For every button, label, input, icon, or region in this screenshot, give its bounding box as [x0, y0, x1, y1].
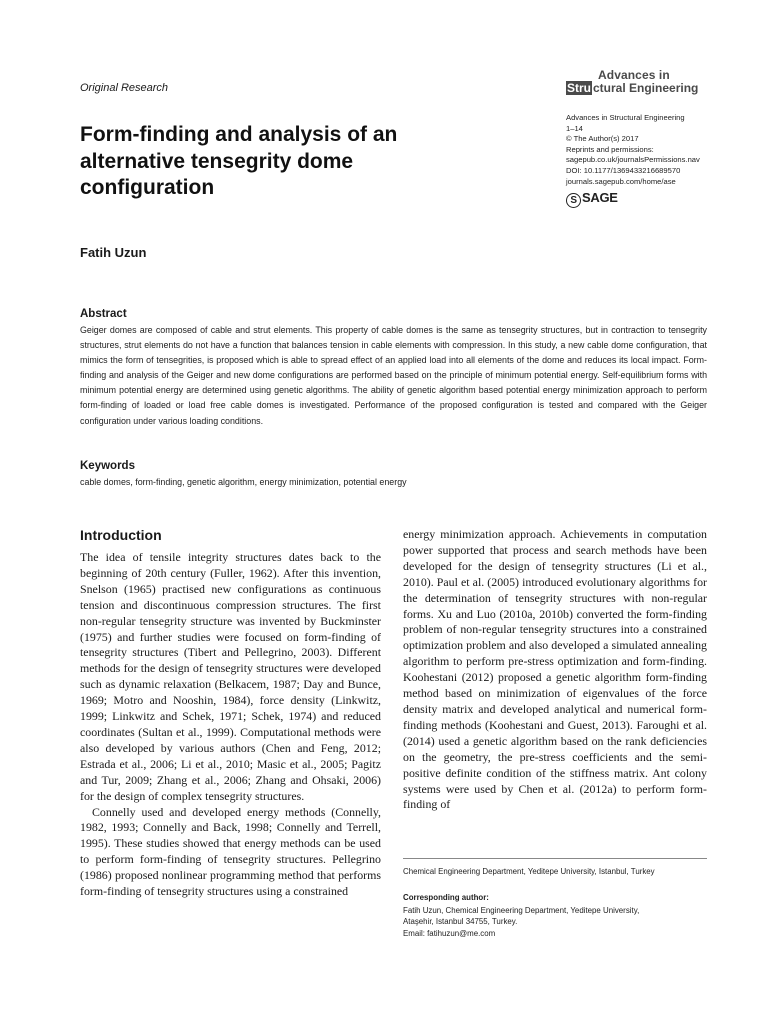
corresponding-author-line1: Fatih Uzun, Chemical Engineering Department, Yeditepe University, — [403, 906, 640, 915]
sage-s-icon: S — [566, 193, 581, 208]
author-name: Fatih Uzun — [80, 245, 147, 260]
intro-paragraph-1: The idea of tensile integrity structures dates back to the beginning of 20th century (Fuller, 1962). After this invention, Snelson (1965) practised new configurations as continuous tension and discontinuous compression structures. The first non-regular tensegrity structure was invented by Buckminster (1975) and further studies were focused on form-finding of tensegrity structures (Tibert and Pellegrino, 2003). Different methods for the design of tensegrity structures were developed such as dynamic relaxation (Belkacem, 1987; Day and Bunce, 1969; Motro and Nooshin, 1984), force density (Linkwitz, 1999; Linkwitz and Schek, 1971; Schek, 1974) and reduced coordinates (Sultan et al., 1999). Computational methods were also developed by various authors (Chen and Feng, 2012; Estrada et al., 2006; Li et al., 2010; Masic et al., 2005; Pagitz and Tur, 2009; Zhang et al., 2006; Zhang and Ohsaki, 2006) for the design of complex tensegrity structures. — [80, 550, 381, 803]
body-column-left — [80, 550, 381, 900]
keywords-heading: Keywords — [80, 460, 135, 472]
doi[interactable]: DOI: 10.1177/1369433216689570 — [566, 165, 681, 175]
journal-logo-line2-rest: ctural Engineering — [593, 81, 699, 95]
footnote-divider — [403, 858, 707, 859]
copyright: © The Author(s) 2017 — [566, 134, 639, 144]
reprints-label: Reprints and permissions: — [566, 144, 654, 154]
author-affiliation: Chemical Engineering Department, Yeditepe University, Istanbul, Turkey — [403, 867, 655, 876]
intro-paragraph-continued: energy minimization approach. Achievements in computation power supported that process and search methods have been developed for the design of tensegrity structures (Li et al., 2010). Paul et al. (2005) introduced evolutionary algorithms for the determination of tensegrity structures with non-regular forms. Xu and Luo (2010a, 2010b) converted the form-finding problem of non-regular tensegrity structures into a constrained optimization problem and also developed a simulated annealing algorithm to perform pre-stress optimization and form-finding. Koohestani (2012) proposed a genetic algorithm form-finding method based on minimization of eigenvalues of the force density matrix and developed analytical and numerical form-finding methods (Koohestani and Guest, 2013). Faroughi et al. (2014) used a genetic algorithm based on the rank deficiencies on the geometry, the pre-stress coefficients and the semi-positive definite condition of the stiffness matrix. Ant colony systems were used by Chen et al. (2012a) to perform form-finding of — [403, 527, 707, 812]
article-title: Form-finding and analysis of an alternative tensegrity dome configuration — [80, 123, 398, 199]
introduction-heading: Introduction — [80, 527, 162, 543]
publisher-name: SAGE — [582, 190, 618, 205]
abstract-text: Geiger domes are composed of cable and strut elements. This property of cable domes is the same as tensegrity structures, but in contraction to tensegrity structures, strut elements do not have a function that balances tension in cable elements with compression. In this study, a new cable dome configuration, that mimics the form of tensegrities, is proposed which is able to spread effect of an applied load into all elements of the dome and reduces its local impact. Form-finding and analysis of the Geiger and new dome configurations are performed based on the principle of minimum potential energy. Self-equilibrium forms with minimum potential energy are determined using genetic algorithms. The ability of genetic algorithm based potential energy minimization approach to perform form-finding of loaded or load free cable domes is investigated. Performance of the proposed configuration is tested and compared with the Geiger configuration under various loading conditions. — [80, 325, 707, 426]
journal-meta — [566, 113, 746, 187]
journal-logo-line1: Advances in — [598, 68, 670, 82]
intro-paragraph-2: Connelly used and developed energy methods (Connelly, 1982, 1993; Connelly and Back, 1998; Connelly and Terrell, 1995). These studies showed that energy methods can be used to perform form-finding of tensegrity structures. Pellegrino (1986) proposed nonlinear programming method that performs form-finding of tensegrity structures using a constrained — [80, 804, 381, 899]
journal-logo-line2 — [566, 81, 698, 95]
page-range: 1–14 — [566, 123, 583, 133]
corresponding-author-details — [403, 905, 707, 939]
corresponding-author-email[interactable]: Email: fatihuzun@me.com — [403, 928, 496, 938]
abstract-heading: Abstract — [80, 308, 127, 320]
journal-homepage-link[interactable]: journals.sagepub.com/home/ase — [566, 176, 676, 186]
corresponding-author-line2: Ataşehir, Istanbul 34755, Turkey. — [403, 917, 518, 927]
journal-name: Advances in Structural Engineering — [566, 113, 685, 122]
body-column-right — [403, 527, 707, 813]
corresponding-author-heading: Corresponding author: — [403, 893, 489, 902]
article-type-label: Original Research — [80, 82, 169, 94]
journal-logo — [566, 68, 706, 96]
permissions-link[interactable]: sagepub.co.uk/journalsPermissions.nav — [566, 155, 700, 165]
publisher-logo — [566, 190, 618, 208]
journal-logo-mark: Stru — [567, 81, 591, 95]
keywords-text: cable domes, form-finding, genetic algorithm, energy minimization, potential energy — [80, 477, 407, 487]
